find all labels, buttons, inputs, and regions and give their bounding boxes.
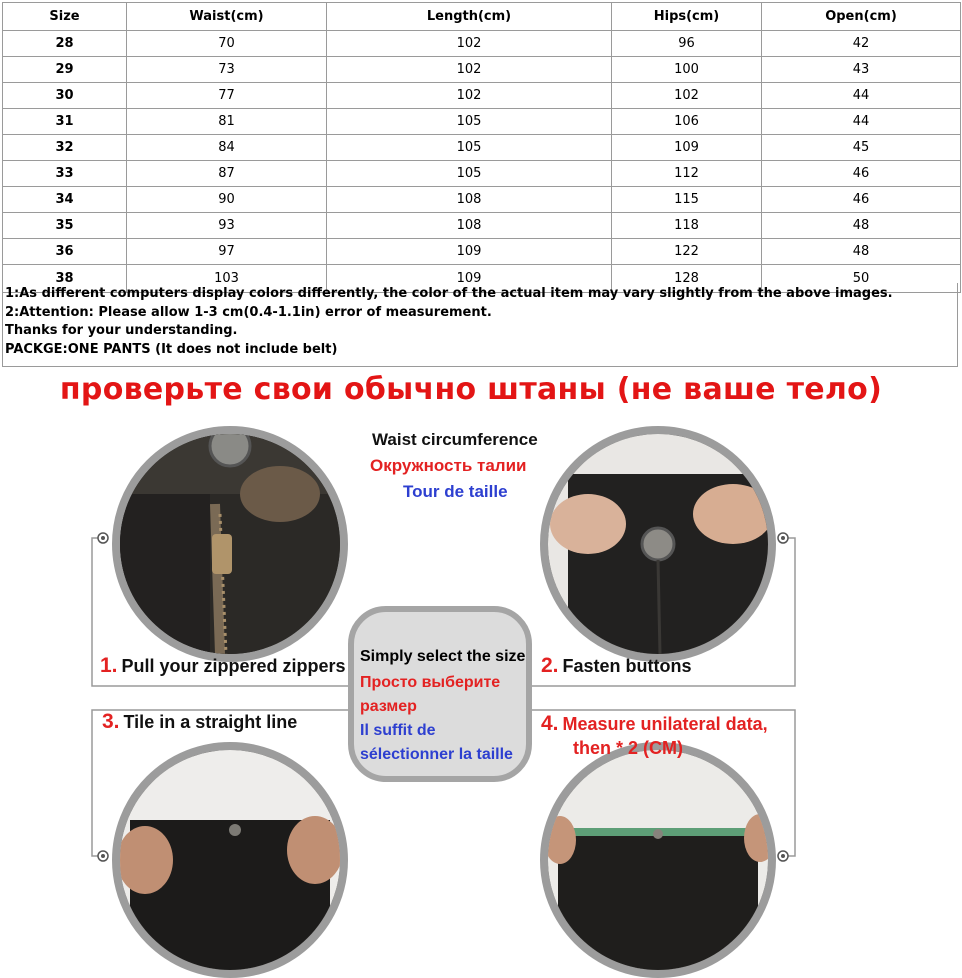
- waist-cell: 103: [127, 265, 327, 293]
- waist-cell: 73: [127, 57, 327, 83]
- size-cell: 36: [3, 239, 127, 265]
- hips-cell: 122: [612, 239, 762, 265]
- open-cell: 46: [762, 161, 961, 187]
- waist-cell: 84: [127, 135, 327, 161]
- step-4-text: Measure unilateral data,: [562, 714, 768, 734]
- table-row: [3, 239, 961, 265]
- hips-cell: 102: [612, 83, 762, 109]
- step-3-text: Tile in a straight line: [123, 712, 298, 732]
- header-length: Length(cm): [327, 3, 612, 31]
- hips-cell: 115: [612, 187, 762, 213]
- table-row: [3, 83, 961, 109]
- step-2-text: Fasten buttons: [562, 656, 692, 676]
- size-table: [2, 2, 961, 293]
- size-cell: 35: [3, 213, 127, 239]
- table-row: [3, 161, 961, 187]
- step-2-label: [541, 654, 692, 678]
- center-text-fr-line1: Il suffit de: [360, 722, 436, 739]
- waist-cell: 93: [127, 213, 327, 239]
- size-cell: 38: [3, 265, 127, 293]
- length-cell: 102: [327, 31, 612, 57]
- center-text-en: Simply select the size: [360, 648, 526, 665]
- step-3-label: [102, 710, 297, 734]
- length-cell: 105: [327, 109, 612, 135]
- open-cell: 48: [762, 239, 961, 265]
- center-text-fr-line2: sélectionner la taille: [360, 746, 513, 763]
- size-cell: 33: [3, 161, 127, 187]
- length-cell: 105: [327, 135, 612, 161]
- hips-cell: 96: [612, 31, 762, 57]
- open-cell: 46: [762, 187, 961, 213]
- step-4-number: 4.: [541, 712, 559, 735]
- hips-cell: 118: [612, 213, 762, 239]
- flat-pants-photo: [112, 742, 348, 978]
- size-cell: 31: [3, 109, 127, 135]
- waist-cell: 70: [127, 31, 327, 57]
- headline: проверьте свои обычно штаны (не ваше тело): [59, 372, 883, 407]
- open-cell: 44: [762, 109, 961, 135]
- open-cell: 48: [762, 213, 961, 239]
- header-hips: Hips(cm): [612, 3, 762, 31]
- waist-cell: 87: [127, 161, 327, 187]
- step-4-text-second-line: then * 2 (CM): [573, 738, 683, 758]
- header-size: Size: [3, 3, 127, 31]
- open-cell: 45: [762, 135, 961, 161]
- step-2-number: 2.: [541, 654, 559, 677]
- length-cell: 102: [327, 57, 612, 83]
- waist-title-en: Waist circumference: [372, 430, 538, 449]
- step-1-number: 1.: [100, 654, 118, 677]
- measuring-guide: [0, 420, 962, 960]
- center-text-ru-line1: Просто выберите: [360, 674, 501, 691]
- waist-title-fr: Tour de taille: [403, 482, 508, 501]
- size-cell: 28: [3, 31, 127, 57]
- table-row: [3, 187, 961, 213]
- table-row: [3, 213, 961, 239]
- hips-cell: 112: [612, 161, 762, 187]
- waist-cell: 97: [127, 239, 327, 265]
- notes-box: [2, 283, 958, 367]
- step-1-label: [100, 654, 346, 678]
- zipper-photo: [112, 426, 348, 662]
- note-package: PACKGE:ONE PANTS (It does not include belt): [5, 341, 338, 357]
- length-cell: 108: [327, 187, 612, 213]
- hips-cell: 128: [612, 265, 762, 293]
- open-cell: 44: [762, 83, 961, 109]
- size-cell: 32: [3, 135, 127, 161]
- button-photo: [540, 426, 776, 662]
- header-waist: Waist(cm): [127, 3, 327, 31]
- size-cell: 34: [3, 187, 127, 213]
- hips-cell: 100: [612, 57, 762, 83]
- header-open: Open(cm): [762, 3, 961, 31]
- size-cell: 29: [3, 57, 127, 83]
- waist-cell: 81: [127, 109, 327, 135]
- table-row: [3, 109, 961, 135]
- step-1-text: Pull your zippered zippers: [121, 656, 346, 676]
- length-cell: 109: [327, 265, 612, 293]
- table-header-row: [3, 3, 961, 31]
- note-colors: 1:As different computers display colors differently, the color of the actual item may vary slightly from the above images.: [5, 286, 893, 301]
- table-row: [3, 31, 961, 57]
- length-cell: 108: [327, 213, 612, 239]
- note-measurement-error: 2:Attention: Please allow 1-3 cm(0.4-1.1in) error of measurement.: [5, 304, 492, 320]
- hips-cell: 106: [612, 109, 762, 135]
- table-row: [3, 57, 961, 83]
- step-4-label: [541, 712, 768, 736]
- open-cell: 43: [762, 57, 961, 83]
- length-cell: 109: [327, 239, 612, 265]
- size-cell: 30: [3, 83, 127, 109]
- length-cell: 102: [327, 83, 612, 109]
- length-cell: 105: [327, 161, 612, 187]
- note-thanks: Thanks for your understanding.: [5, 323, 238, 338]
- open-cell: 50: [762, 265, 961, 293]
- center-text-ru-line2: размер: [360, 698, 417, 715]
- waist-cell: 90: [127, 187, 327, 213]
- open-cell: 42: [762, 31, 961, 57]
- waist-cell: 77: [127, 83, 327, 109]
- table-row: [3, 135, 961, 161]
- waist-title-ru: Окружность талии: [370, 456, 527, 475]
- center-select-size-box: [348, 606, 532, 782]
- tape-measure-photo: [540, 742, 776, 978]
- hips-cell: 109: [612, 135, 762, 161]
- step-3-number: 3.: [102, 710, 120, 733]
